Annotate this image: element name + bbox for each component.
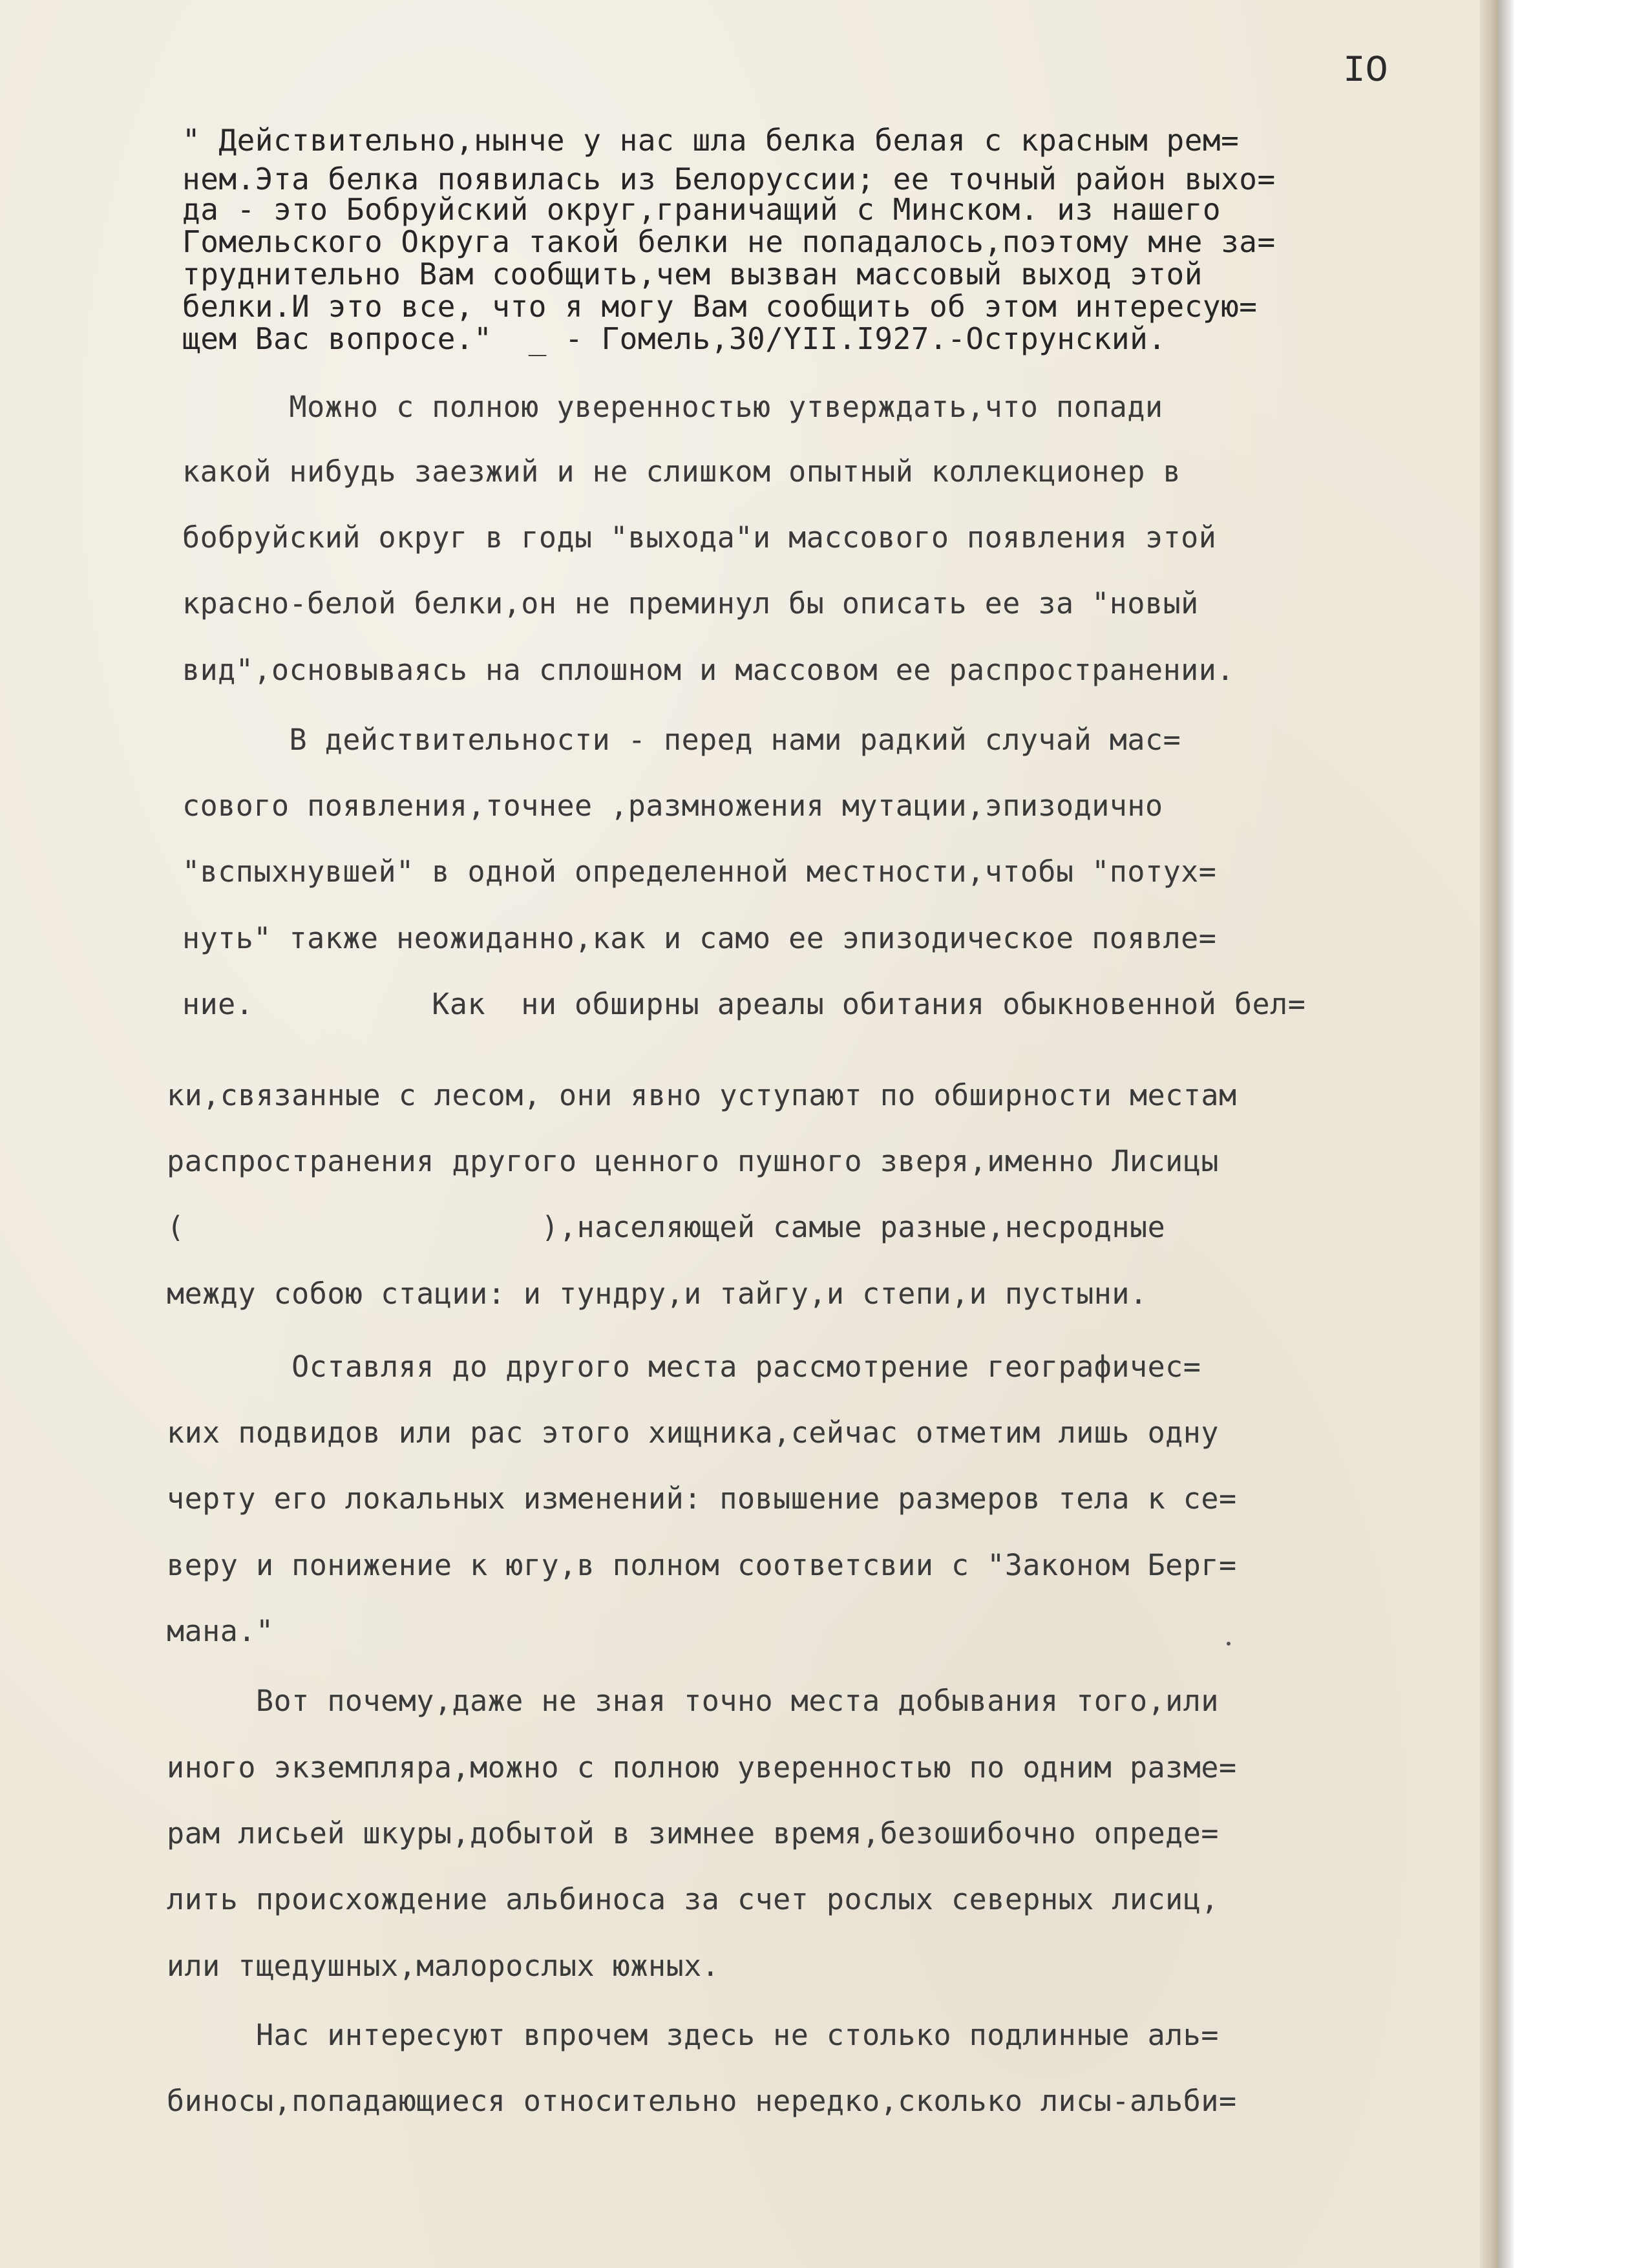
text-line: Можно с полною уверенностью утверждать,что попади bbox=[182, 390, 1163, 424]
text-line: рам лисьей шкуры,добытой в зимнее время,безошибочно опреде= bbox=[167, 1816, 1219, 1850]
text-line: веру и понижение к югу,в полном соответсвии с "Законом Берг= bbox=[167, 1548, 1237, 1582]
text-line: бобруйский округ в годы "выхода"и массового появления этой bbox=[182, 520, 1217, 555]
quote-line: нем.Эта белка появилась из Белоруссии; ее точный район выхо= bbox=[182, 162, 1276, 196]
text-line: Вот почему,даже не зная точно места добывания того,или bbox=[167, 1684, 1219, 1718]
quote-line: щем Вас вопросе." _ - Гомель,30/YII.I927.-Острунский. bbox=[182, 321, 1167, 356]
quote-line: труднительно Вам сообщить,чем вызван массовый выход этой bbox=[182, 257, 1203, 291]
text-line: биносы,попадающиеся относительно нередко,сколько лисы-альби= bbox=[167, 2084, 1237, 2118]
text-line: сового появления,точнее ,размножения мутации,эпизодично bbox=[182, 789, 1163, 823]
text-line: вид",основываясь на сплошном и массовом ее распространении. bbox=[182, 653, 1234, 687]
text-line: ( ),населяющей самые разные,несродные bbox=[167, 1210, 1166, 1244]
text-line: иного экземпляра,можно с полною уверенностью по одним разме= bbox=[167, 1750, 1237, 1785]
text-line: между собою стации: и тундру,и тайгу,и степи,и пустыни. bbox=[167, 1277, 1148, 1311]
text-line: черту его локальных изменений: повышение размеров тела к се= bbox=[167, 1481, 1237, 1516]
text-line: ких подвидов или рас этого хищника,сейчас отметим лишь одну bbox=[167, 1415, 1219, 1450]
text-line: Нас интересуют впрочем здесь не столько подлинные аль= bbox=[167, 2018, 1219, 2052]
quote-line: да - это Бобруйский округ,граничащий с Минском. из нашего bbox=[182, 192, 1221, 227]
page-shadow bbox=[1498, 0, 1514, 2268]
text-line: мана." bbox=[167, 1614, 274, 1648]
quote-line: белки.И это все, что я могу Вам сообщить об этом интересую= bbox=[182, 289, 1258, 324]
text-line: Оставляя до другого места рассмотрение географичес= bbox=[167, 1350, 1201, 1384]
text-line: "вспыхнувшей" в одной определенной местности,чтобы "потух= bbox=[182, 854, 1217, 889]
text-line: нуть" также неожиданно,как и само ее эпизодическое появле= bbox=[182, 921, 1217, 955]
page-number: IO bbox=[1343, 50, 1388, 92]
paper-edge bbox=[1480, 0, 1498, 2268]
text-line: ние. Как ни обширны ареалы обитания обыкновенной бел= bbox=[182, 987, 1306, 1021]
text-line: красно-белой белки,он не преминул бы описать ее за "новый bbox=[182, 586, 1199, 620]
text-line: лить происхождение альбиноса за счет рослых северных лисиц, bbox=[167, 1882, 1219, 1916]
text-line: или тщедушных,малорослых южных. bbox=[167, 1949, 720, 1983]
quote-line: " Действительно,нынче у нас шла белка белая с красным рем= bbox=[182, 123, 1240, 158]
text-line: распространения другого ценного пушного зверя,именно Лисицы bbox=[167, 1144, 1219, 1178]
text-line: ки,связанные с лесом, они явно уступают по обширности местам bbox=[167, 1078, 1237, 1112]
quote-line: Гомельского Округа такой белки не попадалось,поэтому мне за= bbox=[182, 224, 1276, 259]
ink-speck bbox=[1227, 1642, 1231, 1646]
text-line: В действительности - перед нами радкий случай мас= bbox=[182, 723, 1181, 757]
text-line: какой нибудь заезжий и не слишком опытный коллекционер в bbox=[182, 454, 1181, 489]
